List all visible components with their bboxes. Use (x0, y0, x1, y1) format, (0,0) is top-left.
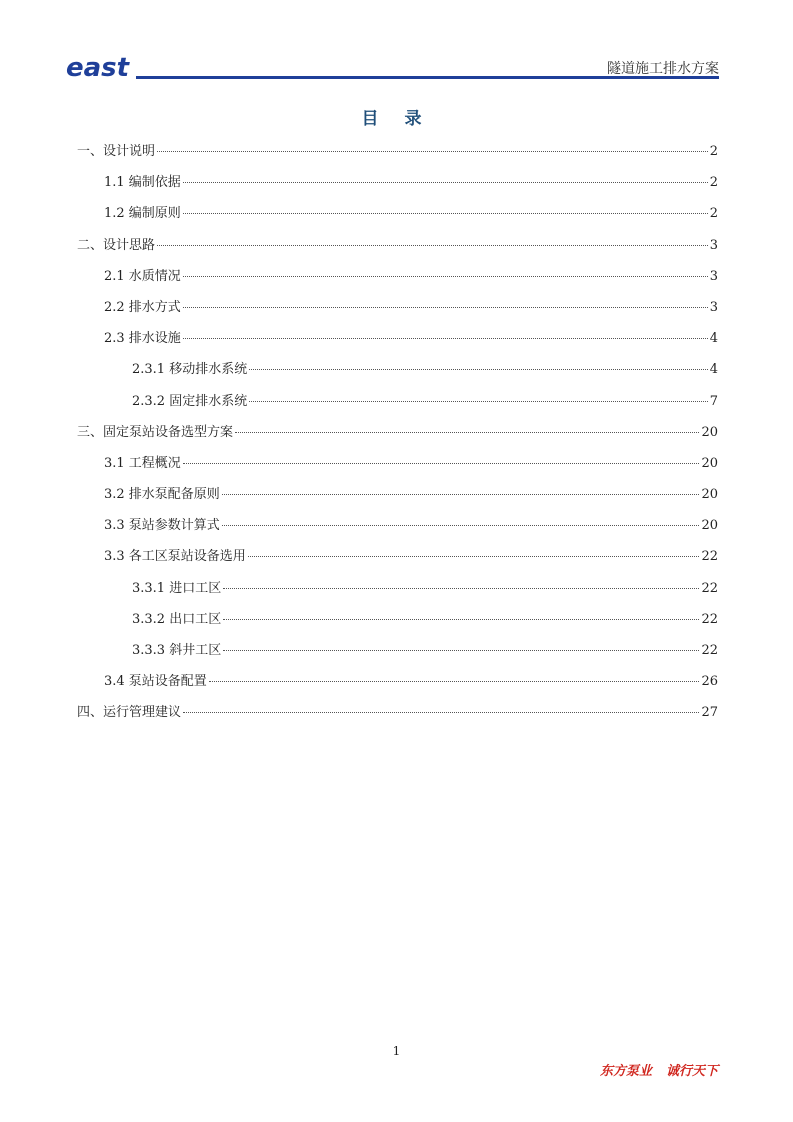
east-logo-icon (66, 52, 146, 80)
toc-leader (249, 369, 708, 370)
toc-entry[interactable] (77, 421, 718, 452)
toc-entry-label: 一、设计说明 (77, 144, 156, 159)
svg-text:east: east (66, 53, 130, 80)
toc-entry-page: 26 (701, 674, 718, 690)
toc-entry-page: 27 (701, 705, 718, 721)
toc-entry-page: 3 (709, 299, 718, 315)
toc-entry[interactable] (77, 514, 718, 545)
toc-entry[interactable] (77, 202, 718, 233)
toc-entry-page: 7 (709, 393, 718, 409)
toc-entry[interactable] (77, 452, 718, 483)
toc-entry-label: 2.2 排水方式 (104, 299, 181, 315)
toc-leader (248, 556, 700, 557)
toc-leader (249, 401, 708, 402)
toc-entry-label: 1.2 编制原则 (104, 206, 181, 222)
toc-entry[interactable] (77, 670, 718, 701)
toc-leader (183, 182, 708, 183)
toc-leader (183, 338, 708, 339)
toc-entry-label: 3.1 工程概况 (104, 455, 181, 471)
toc-entry-page: 20 (701, 455, 718, 471)
toc-entry-label: 四、运行管理建议 (77, 705, 182, 721)
slogan-right: 诚行天下 (665, 1064, 718, 1079)
toc-entry[interactable] (77, 639, 718, 670)
page-header (66, 52, 719, 80)
toc-entry-label: 三、固定泵站设备选型方案 (77, 424, 234, 440)
toc-entry[interactable] (77, 358, 718, 389)
toc-entry-page: 22 (701, 611, 718, 627)
toc-entry-page: 2 (709, 206, 718, 222)
table-of-contents (77, 140, 718, 733)
toc-entry-page: 22 (701, 580, 718, 596)
toc-entry-page: 20 (701, 518, 718, 534)
toc-entry[interactable] (77, 701, 718, 732)
toc-entry[interactable] (77, 577, 718, 608)
toc-leader (235, 432, 699, 433)
toc-entry-label: 3.2 排水泵配备原则 (104, 487, 220, 503)
toc-entry-label: 3.3 泵站参数计算式 (104, 518, 220, 534)
toc-entry-label: 1.1 编制依据 (104, 175, 181, 191)
toc-leader (157, 245, 708, 246)
toc-leader (157, 151, 708, 152)
toc-entry-page: 4 (709, 362, 718, 378)
toc-leader (183, 712, 699, 713)
toc-leader (183, 276, 708, 277)
toc-entry[interactable] (77, 390, 718, 421)
toc-entry-page: 20 (701, 424, 718, 440)
slogan-left: 东方泵业 (599, 1064, 652, 1079)
toc-leader (223, 650, 699, 651)
toc-entry[interactable] (77, 296, 718, 327)
page-number: 1 (392, 1044, 401, 1058)
toc-entry-label: 2.3.1 移动排水系统 (132, 362, 248, 378)
toc-entry-label: 2.3 排水设施 (104, 331, 181, 347)
toc-entry-page: 22 (701, 643, 718, 658)
toc-entry-page: 4 (709, 331, 718, 347)
toc-entry-label: 2.1 水质情况 (104, 268, 181, 284)
document-title: 隧道施工排水方案 (607, 61, 719, 77)
toc-entry-label: 3.3.1 进口工区 (132, 580, 222, 596)
toc-leader (183, 307, 708, 308)
toc-entry-label: 2.3.2 固定排水系统 (132, 393, 248, 409)
toc-entry[interactable] (77, 545, 718, 576)
toc-entry-label: 3.3.3 斜井工区 (132, 643, 222, 658)
toc-entry-page: 2 (709, 144, 718, 159)
toc-entry[interactable] (77, 171, 718, 202)
toc-entry-label: 3.4 泵站设备配置 (104, 674, 207, 690)
toc-entry-label: 3.3.2 出口工区 (132, 611, 222, 627)
toc-leader (222, 494, 700, 495)
toc-entry[interactable] (77, 327, 718, 358)
toc-entry-page: 20 (701, 487, 718, 503)
toc-entry[interactable] (77, 140, 718, 171)
footer-slogan (600, 1060, 718, 1079)
toc-leader (223, 619, 699, 620)
toc-title: 目 录 (361, 109, 432, 129)
toc-entry-page: 22 (701, 549, 718, 565)
toc-entry[interactable] (77, 483, 718, 514)
toc-leader (183, 213, 708, 214)
toc-entry[interactable] (77, 234, 718, 265)
toc-leader (209, 681, 700, 682)
toc-leader (223, 588, 699, 589)
toc-leader (222, 525, 700, 526)
toc-entry[interactable] (77, 265, 718, 296)
toc-leader (183, 463, 700, 464)
toc-entry-page: 2 (709, 175, 718, 191)
toc-entry-page: 3 (709, 268, 718, 284)
toc-entry-label: 3.3 各工区泵站设备选用 (104, 549, 246, 565)
toc-entry[interactable] (77, 608, 718, 639)
toc-entry-label: 二、设计思路 (77, 237, 156, 253)
toc-entry-page: 3 (709, 237, 718, 253)
